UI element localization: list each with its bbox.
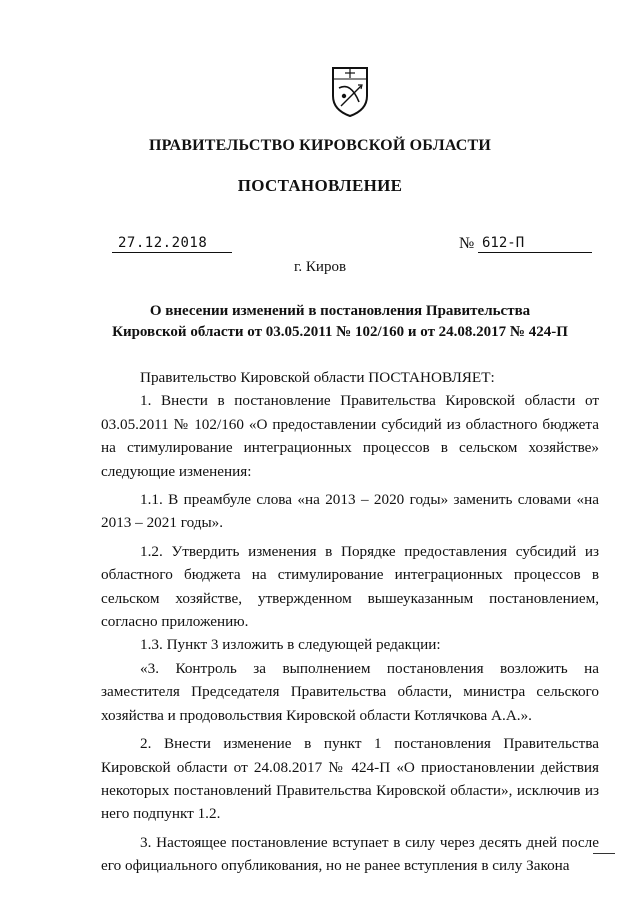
body-paragraph: 1.2. Утвердить изменения в Порядке предоставления субсидий из областного бюджета на стимулирование интеграционных процессов в сельском хозяйстве, утвержденном вышеуказанным постановлением, согласно приложению.: [101, 542, 599, 631]
subject-line: Кировской области от 03.05.2011 № 102/160 и от 24.08.2017 № 424-П: [112, 324, 568, 340]
page-continuation-mark: [593, 853, 615, 854]
body-paragraph: Правительство Кировской области ПОСТАНОВЛЯЕТ:: [140, 369, 495, 386]
document-subject: [100, 301, 580, 343]
body-paragraph: 1.3. Пункт 3 изложить в следующей редакции:: [140, 636, 441, 654]
organization-title: ПРАВИТЕЛЬСТВО КИРОВСКОЙ ОБЛАСТИ: [148, 137, 492, 154]
body-paragraph: 3. Настоящее постановление вступает в силу через десять дней после его официального опубликования, но не ранее вступления в силу Закона: [101, 833, 599, 875]
body-paragraph: «3. Контроль за выполнением постановления возложить на заместителя Председателя Правительства области, министра сельского хозяйства и продовольствия Кировской области Котлячкова А.А.».: [101, 659, 599, 724]
document-date: 27.12.2018: [112, 234, 232, 253]
body-paragraph: 1. Внести в постановление Правительства Кировской области от 03.05.2011 № 102/160 «О предоставлении субсидий из областного бюджета на стимулирование интеграционных процессов в сельском хозяйстве» следующие изменения:: [101, 392, 599, 480]
document-number: 612-П: [478, 234, 592, 253]
number-label: №: [459, 235, 475, 252]
body-paragraph: 2. Внести изменение в пункт 1 постановления Правительства Кировской области от 24.08.2017 № 424-П «О приостановлении действия некоторых постановлений Правительства Кировской области», исключив из него подпункт 1.2.: [101, 735, 599, 823]
document-city: г. Киров: [293, 259, 347, 275]
document-body: [101, 366, 599, 878]
document-type: ПОСТАНОВЛЕНИЕ: [237, 176, 403, 195]
body-paragraph: 1.1. В преамбуле слова «на 2013 – 2020 годы» заменить словами «на 2013 – 2021 годы».: [101, 491, 599, 532]
kirov-coat-of-arms-icon: [331, 66, 369, 118]
subject-line: О внесении изменений в постановления Правительства: [149, 303, 531, 319]
